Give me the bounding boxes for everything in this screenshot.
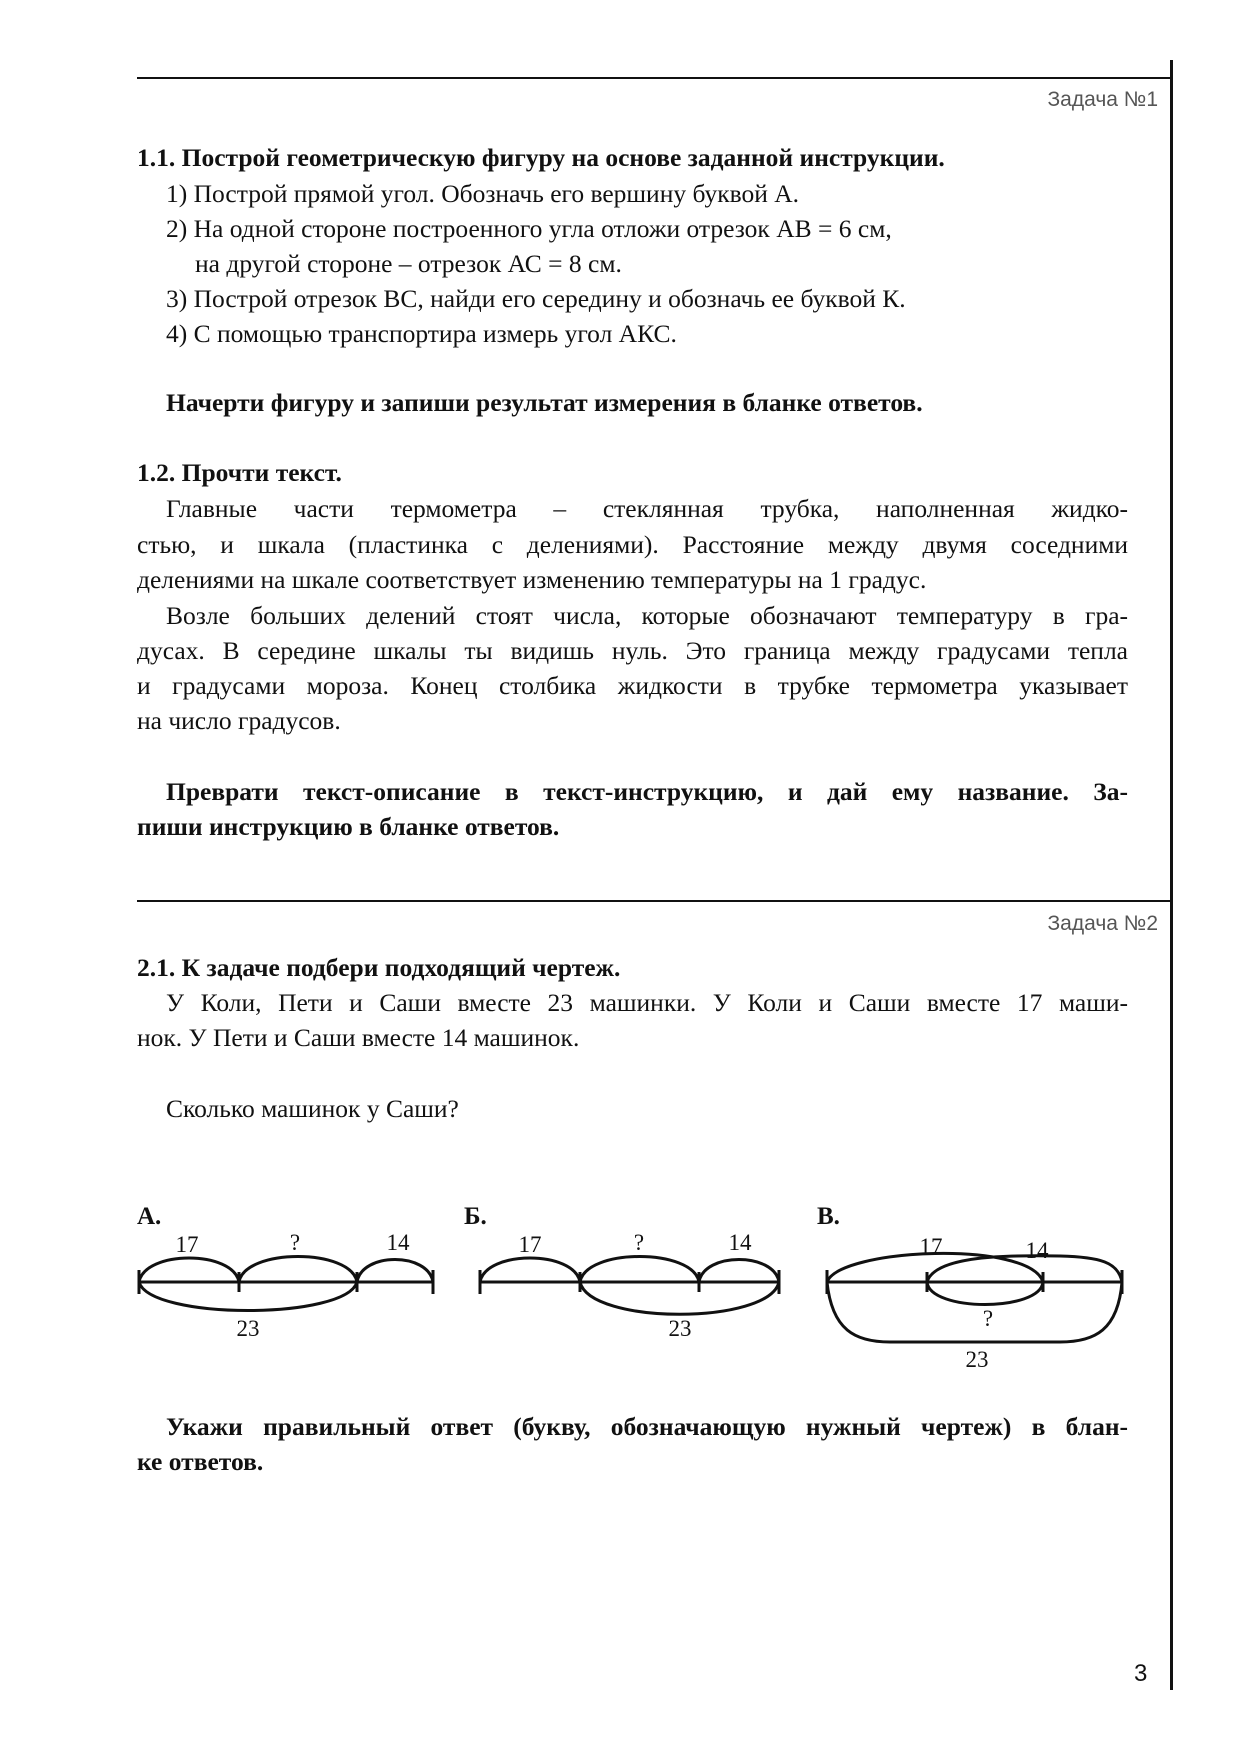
diagram-b-question: ? (633, 1230, 645, 1255)
s12-title: 1.2. Прочти текст. (137, 458, 342, 487)
diagram-v-label: В. (817, 1203, 840, 1230)
diagram-v (827, 1253, 1122, 1342)
diagram-b (480, 1257, 779, 1315)
s21-question: Сколько машинок у Саши? (166, 1094, 459, 1123)
s12-line: и градусами мороза. Конец столбика жидкости в трубке термометра указывает (137, 671, 1128, 700)
diagram-a-question: ? (289, 1230, 301, 1255)
diagram-a-23: 23 (236, 1316, 260, 1341)
s21-line: У Коли, Пети и Саши вместе 23 машинки. У Коли и Саши вместе 17 маши- (166, 988, 1128, 1017)
diagram-b-label: Б. (464, 1203, 487, 1230)
s11-step: на другой стороне – отрезок АС = 8 см. (195, 249, 622, 278)
s12-line: дусах. В середине шкалы ты видишь нуль. Это граница между градусами тепла (137, 636, 1128, 665)
s12-instruction: пиши инструкцию в бланке ответов. (137, 812, 560, 841)
page-number: 3 (1134, 1660, 1148, 1687)
diagram-b-17: 17 (518, 1232, 542, 1257)
diagram-v-17: 17 (919, 1234, 943, 1259)
s12-line: стью, и шкала (пластинка с делениями). Расстояние между двумя соседними (137, 530, 1128, 559)
s11-step: 3) Построй отрезок ВС, найди его середину и обозначь ее буквой К. (166, 284, 906, 313)
diagram-v-14: 14 (1025, 1238, 1049, 1263)
diagram-b-14: 14 (728, 1230, 752, 1255)
diagram-a-14: 14 (386, 1230, 410, 1255)
s21-title: 2.1. К задаче подбери подходящий чертеж. (137, 953, 621, 982)
s12-line: делениями на шкале соответствует изменению температуры на 1 градус. (137, 565, 927, 594)
s12-line: на число градусов. (137, 706, 341, 735)
s12-instruction: Преврати текст-описание в текст-инструкцию, и дай ему название. За- (166, 777, 1128, 806)
diagram-a-label: А. (137, 1203, 162, 1230)
s12-line: Возле больших делений стоят числа, которые обозначают температуру в гра- (166, 601, 1128, 630)
s21-instruction: Укажи правильный ответ (букву, обозначающую нужный чертеж) в блан- (166, 1412, 1128, 1441)
diagram-a (139, 1257, 433, 1311)
diagram-v-23: 23 (965, 1347, 989, 1372)
diagram-v-question: ? (982, 1306, 994, 1331)
s11-step: 4) С помощью транспортира измерь угол АКС. (166, 319, 677, 348)
diagram-b-23: 23 (668, 1316, 692, 1341)
s11-step: 1) Построй прямой угол. Обозначь его вершину буквой А. (166, 179, 800, 208)
s11-step: 2) На одной стороне построенного угла отложи отрезок АВ = 6 см, (166, 214, 892, 243)
diagram-a-17: 17 (175, 1232, 199, 1257)
task2-header: Задача №2 (1047, 912, 1158, 935)
s11-title: 1.1. Построй геометрическую фигуру на основе заданной инструкции. (137, 143, 945, 172)
s21-instruction: ке ответов. (137, 1447, 264, 1476)
task1-header: Задача №1 (1047, 88, 1158, 111)
s12-line: Главные части термометра – стеклянная трубка, наполненная жидко- (166, 494, 1128, 523)
s11-instruction: Начерти фигуру и запиши результат измерения в бланке ответов. (166, 388, 923, 417)
s21-line: нок. У Пети и Саши вместе 14 машинок. (137, 1023, 580, 1052)
